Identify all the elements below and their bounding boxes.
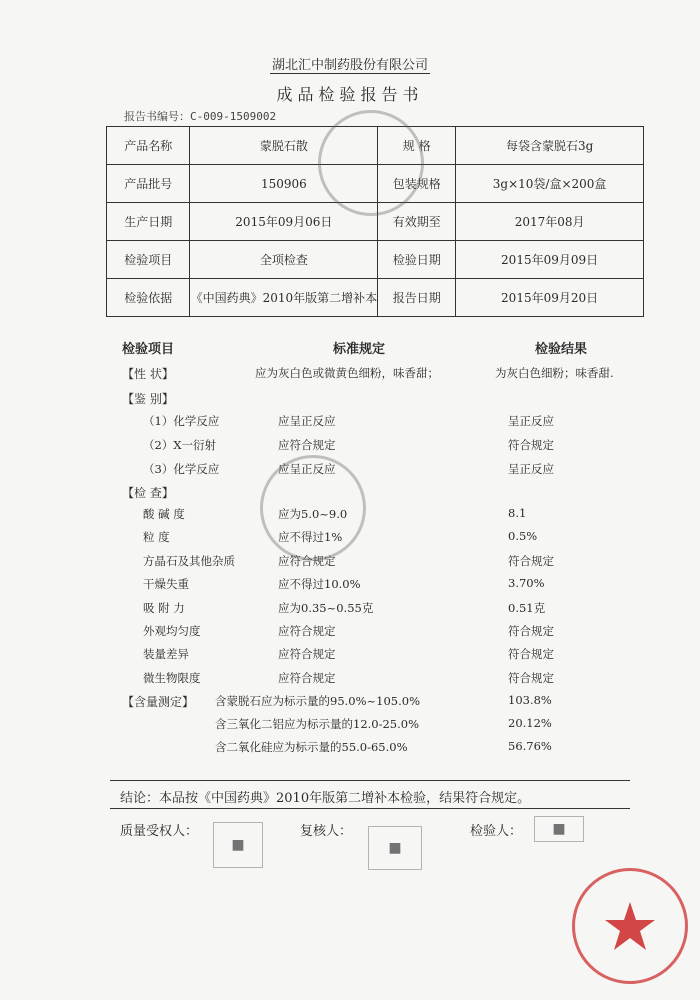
- inspection-standard: 应符合规定: [278, 624, 336, 638]
- info-cell: 3g×10袋/盒×200盒: [456, 165, 644, 203]
- info-cell: 生产日期: [107, 203, 190, 241]
- inspector-label: 检验人：: [470, 824, 523, 839]
- info-cell: 2015年09月09日: [456, 241, 644, 279]
- inspection-item: 方晶石及其他杂质: [143, 553, 235, 568]
- section-identification: 【鉴 别】: [122, 392, 174, 406]
- red-quality-seal: [572, 868, 688, 984]
- info-cell: 《中国药典》2010年版第二增补本: [190, 279, 378, 317]
- inspection-item: 干燥失重: [143, 577, 189, 592]
- report-number: 报告书编号：C-009-1509002: [124, 110, 277, 123]
- character-result: 为灰白色细粉；味香甜.: [495, 366, 614, 380]
- info-row: [107, 279, 644, 317]
- company-seal-stamp-middle: [260, 455, 366, 561]
- conclusion: 结论：本品按《中国药典》2010年版第二增补本检验，结果符合规定。: [120, 791, 531, 806]
- inspection-standard: 应不得过1%: [278, 530, 343, 545]
- inspection-result: 符合规定: [508, 553, 554, 568]
- identification-result: 符合规定: [508, 438, 554, 452]
- section-character: 【性 状】: [122, 367, 174, 381]
- identification-item: （3）化学反应: [143, 462, 220, 476]
- info-cell: 产品批号: [107, 165, 190, 203]
- inspection-result: 3.70%: [508, 576, 545, 591]
- page-title: 成品检验报告书: [276, 85, 424, 104]
- section-assay: 【含量测定】: [122, 695, 195, 709]
- inspection-standard: 应为5.0~9.0: [278, 507, 348, 521]
- inspection-standard: 应符合规定: [278, 553, 336, 568]
- info-cell: 2015年09月20日: [456, 279, 644, 317]
- inspection-result: 符合规定: [508, 670, 554, 685]
- inspection-standard: 应为0.35~0.55克: [278, 600, 374, 615]
- divider-bottom: [110, 808, 630, 809]
- assay-standard: 含蒙脱石应为标示量的95.0%~105.0%: [215, 694, 421, 708]
- identification-standard: 应呈正反应: [278, 462, 336, 476]
- inspection-item: 粒 度: [143, 530, 170, 545]
- identification-item: （2）X一衍射: [143, 438, 217, 452]
- info-cell: 产品名称: [107, 127, 190, 165]
- identification-item: （1）化学反应: [143, 414, 220, 428]
- identification-standard: 应呈正反应: [278, 414, 336, 428]
- info-cell: 检验依据: [107, 279, 190, 317]
- assay-result: 103.8%: [508, 693, 552, 707]
- info-cell: 包装规格: [378, 165, 456, 203]
- inspection-item: 外观均匀度: [143, 624, 201, 638]
- info-cell: 蒙脱石散: [190, 127, 378, 165]
- inspection-result: 符合规定: [508, 624, 554, 638]
- info-cell: 检验项目: [107, 241, 190, 279]
- assay-standard: 含二氧化硅应为标示量的55.0-65.0%: [215, 740, 408, 754]
- inspection-result: 0.5%: [508, 529, 538, 544]
- reviewer-label: 复核人：: [300, 824, 353, 839]
- column-header-item: 检验项目: [122, 342, 175, 357]
- company-name: 湖北汇中制药股份有限公司: [271, 58, 428, 73]
- inspection-result: 符合规定: [508, 647, 554, 662]
- assay-result: 56.76%: [508, 739, 552, 753]
- inspection-standard: 应不得过10.0%: [278, 577, 361, 592]
- inspection-item: 酸 碱 度: [143, 507, 185, 521]
- inspection-item: 吸 附 力: [143, 600, 185, 615]
- assay-standard: 含三氧化二铝应为标示量的12.0-25.0%: [215, 717, 420, 731]
- divider-top: [110, 780, 630, 781]
- info-cell: 全项检查: [190, 241, 378, 279]
- qa-signature-stamp: ■: [213, 822, 263, 868]
- qa-label: 质量受权人：: [120, 824, 199, 839]
- inspector-signature-stamp: ■: [534, 816, 584, 842]
- info-cell: 每袋含蒙脱石3g: [456, 127, 644, 165]
- reviewer-signature-stamp: ■: [368, 826, 422, 870]
- inspection-standard: 应符合规定: [278, 647, 336, 662]
- inspection-item: 装量差异: [143, 647, 189, 662]
- inspection-result: 8.1: [508, 506, 527, 520]
- column-header-standard: 标准规定: [333, 342, 386, 357]
- assay-result: 20.12%: [508, 716, 552, 730]
- inspection-item: 微生物限度: [143, 670, 201, 685]
- character-standard: 应为灰白色或微黄色细粉，味香甜；: [255, 366, 439, 380]
- star-icon: [600, 896, 660, 956]
- info-cell: 报告日期: [378, 279, 456, 317]
- info-cell: 2017年08月: [456, 203, 644, 241]
- info-cell: 150906: [190, 165, 378, 203]
- inspection-standard: 应符合规定: [278, 670, 336, 685]
- info-cell: 有效期至: [378, 203, 456, 241]
- section-inspection: 【检 查】: [122, 486, 174, 500]
- company-seal-stamp-top: [318, 110, 424, 216]
- identification-result: 呈正反应: [508, 462, 554, 476]
- column-header-result: 检验结果: [535, 342, 588, 357]
- info-cell: 检验日期: [378, 241, 456, 279]
- identification-result: 呈正反应: [508, 414, 554, 428]
- inspection-result: 0.51克: [508, 600, 546, 615]
- info-cell: 规 格: [378, 127, 456, 165]
- info-cell: 2015年09月06日: [190, 203, 378, 241]
- identification-standard: 应符合规定: [278, 438, 336, 452]
- info-row: [107, 241, 644, 279]
